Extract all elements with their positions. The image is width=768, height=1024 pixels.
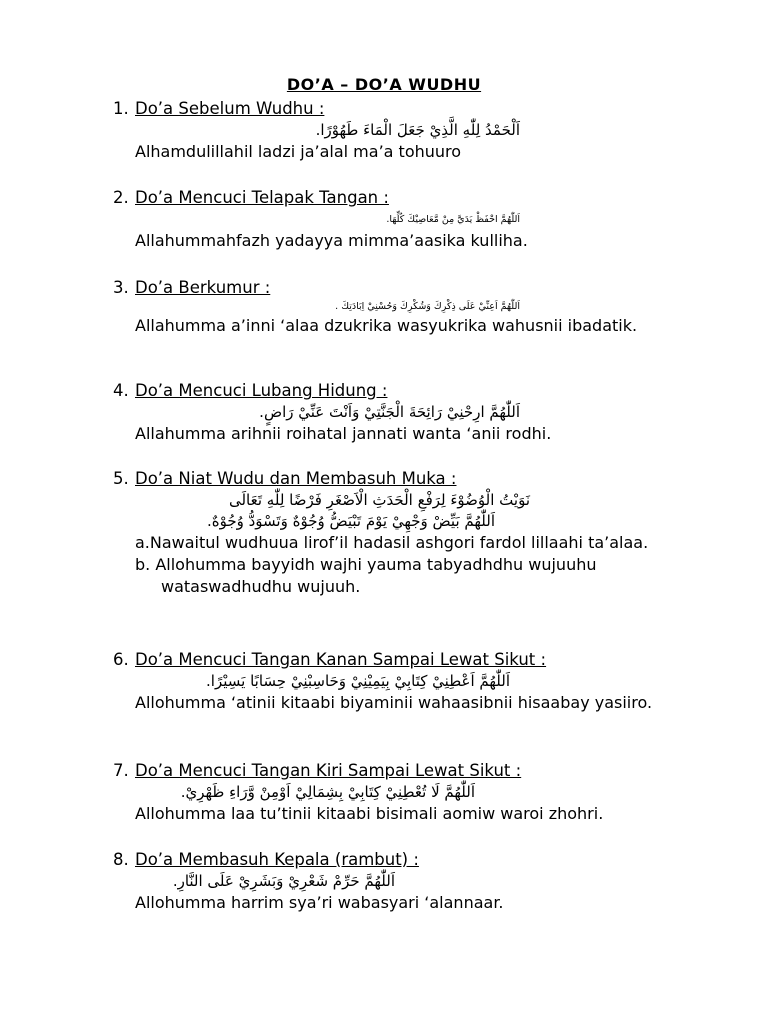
doa-arabic-2: اَللّٰهُمَّ بَيِّضْ وَجْهِيْ يَوْمَ تَبْيَضُّ وُجُوْهٌ وَتَسْوَدُّ وُجُوْهٌ.: [206, 512, 495, 530]
doa-heading: 8. Do’a Membasuh Kepala (rambut) :: [113, 850, 419, 869]
doa-arabic: اَللّٰهُمَّ اَعِنِّيْ عَلَى ذِكْرِكَ وَشُكْرِكَ وَحُسْنِيْ اِبَادَتِكَ .: [335, 301, 520, 312]
doa-transliteration: Allohumma laa tu’tinii kitaabi bisimali aomiw waroi zhohri.: [135, 804, 604, 823]
doa-heading: 5. Do’a Niat Wudu dan Membasuh Muka :: [113, 469, 457, 488]
doa-item-6: [113, 649, 713, 714]
doa-item-5: [113, 468, 713, 598]
page-title: DO’A – DO’A WUDHU: [286, 75, 482, 94]
doa-transliteration: Allahumma arihnii roihatal jannati wanta ‘anii rodhi.: [135, 424, 552, 443]
doa-arabic: نَوَيْتُ الْوُضُوْءَ لِرَفْعِ الْحَدَثِ الْاَصْغَرِ فَرْضًا لِلّٰهِ تَعَالَى: [228, 491, 530, 509]
doa-arabic: اَللّٰهُمَّ ارِحْنِيْ رَائِحَةَ الْجَنَّتِيْ وَاَنْتَ عَنِّيْ رَاضٍ.: [259, 403, 520, 421]
doa-item-4: [113, 380, 713, 445]
doa-transliteration: Alhamdulillahil ladzi ja’alal ma’a tohuuro: [135, 142, 462, 161]
doa-arabic: اَللّٰهُمَّ احْفَظْ يَدَيَّ مِنْ مَّعَاصِيْكَ كُلِّهَا.: [386, 214, 520, 225]
doa-arabic: اَلْحَمْدُ لِلّٰهِ الَّذِيْ جَعَلَ الْمَاءَ طَهُوْرًا.: [315, 121, 520, 139]
doa-item-2: [113, 187, 713, 252]
doa-heading: 3. Do’a Berkumur :: [113, 278, 271, 297]
doa-item-7: [113, 760, 713, 825]
doa-heading: 7. Do’a Mencuci Tangan Kiri Sampai Lewat Sikut :: [113, 761, 522, 780]
doa-transliteration-b: b. Allohumma bayyidh wajhi yauma tabyadhdhu wujuuhu wataswadhudhu wujuuh.: [135, 555, 597, 596]
doa-arabic: اَللّٰهُمَّ اَعْطِنِيْ كِتَابِيْ بِيَمِيْنِيْ وَحَاسِبْنِيْ حِسَابًا يَسِيْرًا.: [206, 672, 510, 690]
doa-item-8: [113, 849, 713, 914]
doa-heading: 2. Do’a Mencuci Telapak Tangan :: [113, 188, 389, 207]
doa-transliteration: Allahumma a’inni ‘alaa dzukrika wasyukrika wahusnii ibadatik.: [135, 316, 638, 335]
doa-heading: 6. Do’a Mencuci Tangan Kanan Sampai Lewat Sikut :: [113, 650, 547, 669]
doa-heading: 4. Do’a Mencuci Lubang Hidung :: [113, 381, 388, 400]
doa-transliteration: Allohumma ‘atinii kitaabi biyaminii wahaasibnii hisaabay yasiiro.: [135, 693, 653, 712]
doa-transliteration-a: a.Nawaitul wudhuua lirof’il hadasil ashgori fardol lillaahi ta’alaa.: [135, 533, 649, 552]
doa-item-3: [113, 277, 713, 337]
doa-item-1: [113, 98, 713, 163]
doa-arabic: اَللّٰهُمَّ لَا تُعْطِنِيْ كِتَابِيْ بِشِمَالِيْ اَوْمِنْ وَّرَاءِ ظَهْرِيْ.: [180, 783, 475, 801]
doa-arabic: اَللّٰهُمَّ حَرِّمْ شَعْرِيْ وَبَشَرِيْ عَلَى النَّارِ.: [172, 872, 395, 890]
doa-transliteration: Allahummahfazh yadayya mimma’aasika kulliha.: [135, 231, 528, 250]
doa-heading: 1. Do’a Sebelum Wudhu :: [113, 99, 325, 118]
doa-transliteration: Allohumma harrim sya’ri wabasyari ‘alannaar.: [135, 893, 504, 912]
